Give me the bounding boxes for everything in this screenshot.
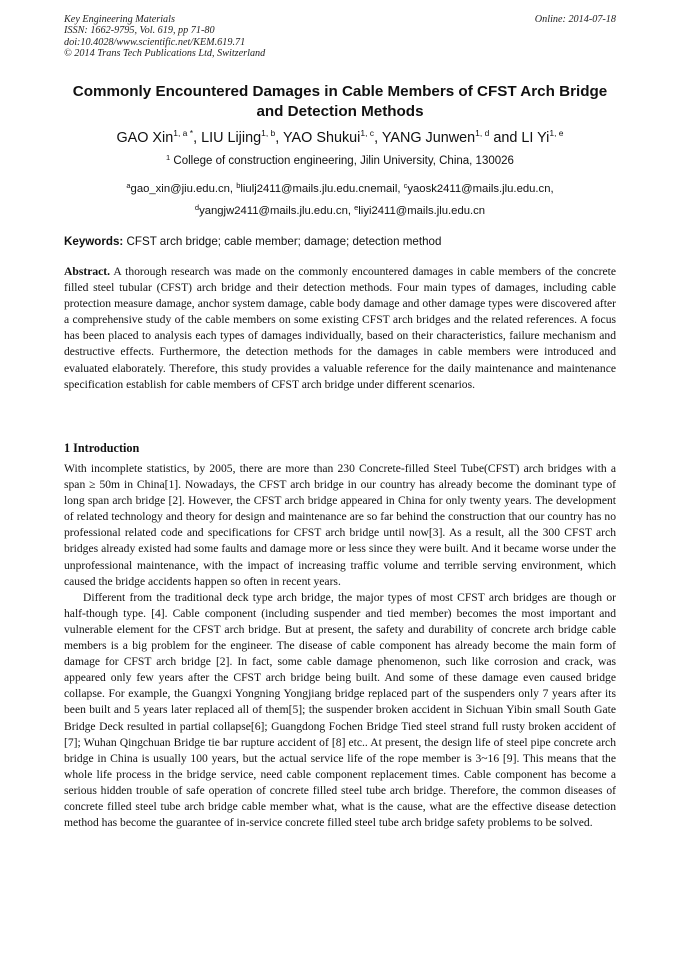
- author-name: GAO Xin: [116, 130, 174, 146]
- affiliation-superscript: 1: [166, 153, 171, 162]
- paper-title: Commonly Encountered Damages in Cable Members of CFST Arch Bridge and Detection Methods: [72, 83, 608, 120]
- doi-line: doi:10.4028/www.scientific.net/KEM.619.71: [64, 36, 246, 48]
- author-separator: and: [489, 130, 522, 146]
- keywords-label: Keywords:: [64, 235, 124, 248]
- email-address[interactable]: yangjw2411@mails.jlu.edu.cn,: [199, 205, 355, 217]
- author-superscript: 1, b: [261, 128, 276, 138]
- author-name: YAO Shukui: [283, 130, 361, 146]
- email-address[interactable]: liulj2411@mails.jlu.edu.cnemail,: [240, 183, 404, 195]
- author-separator: ,: [193, 130, 202, 146]
- email-list: [64, 178, 616, 222]
- author-name: LIU Lijing: [201, 130, 262, 146]
- email-line-2: [64, 200, 616, 222]
- email-superscript: d: [194, 203, 200, 212]
- affiliation-text: College of construction engineering, Jilin University, China, 130026: [173, 155, 514, 167]
- paragraph: With incomplete statistics, by 2005, there are more than 230 Concrete-filled Steel Tube(CFST) arch bridges with a span ≥ 50m in China[1]. Nowadays, the CFST arch bridge in our country has already become the dominant type of long span arch bridge [2]. However, the CFST arch bridge appeared in China for only twenty years. The development of related technology and theory for design and maintenance are so far behind the construction that our country has no professional related code and specifications for CFST arch bridge until now[3]. As a result, all the 300 CFST arch bridges already existed had some faults and damage more or less since they were built. And it became worse under the unprofessional maintenance, with the impact of increasing traffic volume and terrible serving environment, which caused the bridge accidents happen so often in recent years.: [64, 462, 616, 588]
- paragraph: Different from the traditional deck type arch bridge, the major types of most CFST arch bridges are though or half-though type. [4]. Cable component (including suspender and tied member) becomes the most important and vulnerable element for the CFST arch bridge. But at present, the safety and durability of concrete arch bridge cable members is a big problem for the engineer. The disease of cable component has already become the main form of damage for CFST arch bridge [2]. In fact, some cable damage phenomenon, such like corrosion and crack, was appeared only few years after the CFST arch bridge being built. And some of these damage even caused bridge collapse. For example, the Guangxi Yongning Yongjiang bridge replaced part of the suspenders only 7 years after its been built and 5 years later replaced all of them[5]; the suspender broken accident in Sichuan Yibin small South Gate Bridge Deck resulted in partial collapse[6]; Guangdong Fochen Bridge Tied steel strand full rusty broken accident of [7]; Wuhan Qingchuan Bridge tie bar rupture accident of [8] etc.. At present, the design life of steel pipe concrete arch bridge in China is usually 100 years, but the actual service life of the rope member is 3~16 [9]. This means that the whole life process in the bridge service, need cable component replacement times. Cable component has become a serious hidden trouble of safe operation of concrete filled steel tube arch bridge. Therefore, the common diseases of concrete filled steel tube arch bridge cable member what, what is the cause, what are the effective disease detection method has become the guarantee of in-service concrete filled steel tube arch bridge safety problems to be solved.: [64, 590, 616, 830]
- email-superscript: c: [403, 181, 408, 190]
- keywords: [64, 234, 616, 249]
- affiliation: [64, 154, 616, 169]
- email-superscript: e: [354, 203, 359, 212]
- email-address[interactable]: yaosk2411@mails.jlu.edu.cn,: [407, 183, 554, 195]
- section-heading: 1 Introduction: [64, 441, 140, 455]
- author-superscript: 1, e: [549, 128, 564, 138]
- email-line-1: [64, 178, 616, 200]
- author-separator: ,: [374, 130, 382, 146]
- online-date: Online: 2014-07-18: [534, 14, 616, 25]
- journal-header: [64, 14, 616, 59]
- author-superscript: 1, c: [360, 128, 375, 138]
- issn-line: ISSN: 1662-9795, Vol. 619, pp 71-80: [64, 25, 215, 37]
- keywords-text: CFST arch bridge; cable member; damage; detection method: [123, 235, 442, 248]
- abstract-label: Abstract.: [64, 265, 111, 278]
- author-name: LI Yi: [521, 130, 550, 146]
- author-separator: ,: [275, 130, 284, 146]
- email-address[interactable]: liyi2411@mails.jlu.edu.cn: [358, 205, 486, 217]
- email-superscript: a: [126, 181, 131, 190]
- copyright-line: © 2014 Trans Tech Publications Ltd, Switzerland: [64, 47, 266, 59]
- author-superscript: 1, a *: [173, 128, 194, 138]
- abstract-text: A thorough research was made on the commonly encountered damages in cable members of the concrete filled steel tubular (CFST) arch bridge and their detection methods. Four main types of damages, including cable protection measure damage, anchor system damage, cable body damage and other damage types were discovered after a comprehensive study of the cable members on some existing CFST arch bridges and the related references. A focus has been placed to analysis each types of damages individually, based on their characteristics, failure mechanism and destructive effects. Furthermore, the detection methods for the damages in cable members were introduced and evaluated elaborately. Therefore, this study provides a valuable reference for the daily maintenance and maintenance specification establish for cable members of CFST arch bridge under different scenarios.: [64, 265, 616, 391]
- abstract: [64, 264, 616, 393]
- author-name: YANG Junwen: [381, 130, 476, 146]
- email-address[interactable]: gao_xin@jiu.edu.cn,: [130, 183, 237, 195]
- introduction-body: [64, 461, 616, 831]
- email-superscript: b: [236, 181, 241, 190]
- journal-name: Key Engineering Materials: [64, 14, 175, 25]
- author-superscript: 1, d: [475, 128, 490, 138]
- author-list: [64, 129, 616, 147]
